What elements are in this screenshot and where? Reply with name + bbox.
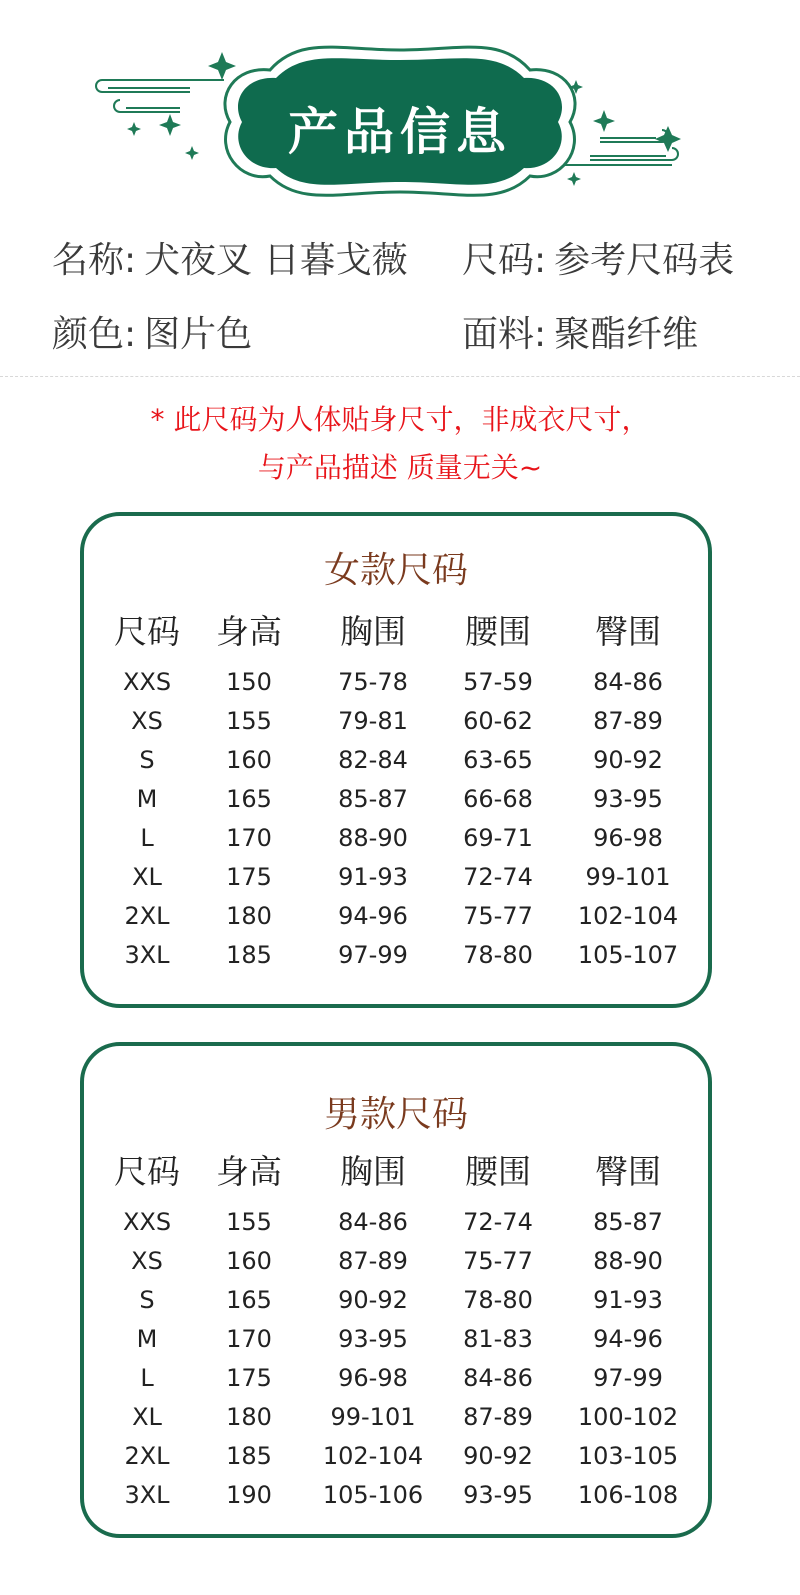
men-cell-hip: 91-93 (593, 1286, 663, 1314)
section-divider (0, 376, 800, 377)
men-cell-hip: 106-108 (577, 1481, 679, 1509)
women-cell-height: 155 (226, 707, 272, 735)
info-name (52, 232, 408, 283)
men-cell-hip: 85-87 (593, 1208, 663, 1236)
men-table-title: 男款尺码 (323, 1094, 468, 1135)
men-cell-height: 180 (226, 1403, 272, 1431)
women-cell-size: S (139, 746, 155, 774)
women-cell-hip: 102-104 (577, 902, 679, 930)
women-header-chest: 胸围 (340, 612, 406, 651)
men-cell-waist: 87-89 (463, 1403, 533, 1431)
men-cell-height: 175 (226, 1364, 272, 1392)
women-cell-waist: 75-77 (463, 902, 533, 930)
women-cell-hip: 96-98 (593, 824, 663, 852)
men-cell-size: XS (131, 1247, 163, 1275)
women-cell-waist: 78-80 (463, 941, 533, 969)
women-cell-chest: 79-81 (338, 707, 408, 735)
men-cell-size: M (136, 1325, 158, 1353)
men-cell-waist: 78-80 (463, 1286, 533, 1314)
women-cell-waist: 60-62 (463, 707, 533, 735)
men-cell-chest: 105-106 (322, 1481, 424, 1509)
women-cell-waist: 66-68 (463, 785, 533, 813)
men-cell-height: 190 (226, 1481, 272, 1509)
men-cell-height: 185 (226, 1442, 272, 1470)
men-cell-hip: 97-99 (593, 1364, 663, 1392)
women-cell-height: 150 (226, 668, 272, 696)
men-cell-size: S (139, 1286, 155, 1314)
men-header-hip: 臀围 (595, 1152, 661, 1191)
women-cell-chest: 91-93 (338, 863, 408, 891)
women-cell-hip: 105-107 (577, 941, 679, 969)
women-cell-size: XL (132, 863, 162, 891)
name-value: 犬夜叉 日暮戈薇 (144, 240, 408, 281)
info-fabric (462, 306, 698, 357)
women-cell-hip: 93-95 (593, 785, 663, 813)
women-cell-height: 175 (226, 863, 272, 891)
men-cell-hip: 100-102 (577, 1403, 679, 1431)
men-cell-chest: 99-101 (330, 1403, 416, 1431)
men-cell-size: XXS (122, 1208, 172, 1236)
women-cell-chest: 85-87 (338, 785, 408, 813)
women-cell-height: 185 (226, 941, 272, 969)
color-value: 图片色 (144, 314, 253, 355)
men-cell-waist: 90-92 (463, 1442, 533, 1470)
men-cell-chest: 93-95 (338, 1325, 408, 1353)
men-cell-waist: 81-83 (463, 1325, 533, 1353)
notice-line-1: * 此尺码为人体贴身尺寸，非成衣尺寸， (150, 403, 650, 436)
men-cell-hip: 94-96 (593, 1325, 663, 1353)
size-label: 尺码: (462, 240, 547, 281)
men-cell-waist: 84-86 (463, 1364, 533, 1392)
men-cell-size: L (140, 1364, 154, 1392)
header-banner (0, 0, 800, 205)
men-cell-chest: 90-92 (338, 1286, 408, 1314)
men-size-table (80, 1042, 712, 1538)
women-cell-size: L (140, 824, 154, 852)
women-header-size: 尺码 (114, 612, 180, 651)
men-cell-size: 3XL (124, 1481, 170, 1509)
women-cell-size: M (136, 785, 158, 813)
women-cell-waist: 69-71 (463, 824, 533, 852)
women-cell-hip: 90-92 (593, 746, 663, 774)
women-cell-chest: 88-90 (338, 824, 408, 852)
women-header-waist: 腰围 (465, 612, 531, 651)
men-cell-height: 160 (226, 1247, 272, 1275)
women-cell-hip: 87-89 (593, 707, 663, 735)
women-cell-size: XXS (122, 668, 172, 696)
women-table-title: 女款尺码 (323, 550, 468, 591)
women-header-height: 身高 (216, 612, 282, 651)
women-cell-size: 2XL (124, 902, 170, 930)
women-cell-chest: 82-84 (338, 746, 408, 774)
men-cell-height: 165 (226, 1286, 272, 1314)
men-cell-chest: 96-98 (338, 1364, 408, 1392)
notice-line-2: 与产品描述 质量无关~ (257, 451, 543, 484)
women-cell-waist: 72-74 (463, 863, 533, 891)
banner-title: 产品信息 (288, 103, 512, 161)
women-cell-size: 3XL (124, 941, 170, 969)
info-size (462, 232, 734, 283)
men-cell-height: 155 (226, 1208, 272, 1236)
women-cell-chest: 75-78 (338, 668, 408, 696)
women-cell-waist: 57-59 (463, 668, 533, 696)
men-cell-chest: 84-86 (338, 1208, 408, 1236)
women-cell-hip: 84-86 (593, 668, 663, 696)
men-cell-hip: 88-90 (593, 1247, 663, 1275)
women-header-hip: 臀围 (595, 612, 661, 651)
men-cell-hip: 103-105 (577, 1442, 679, 1470)
women-cell-waist: 63-65 (463, 746, 533, 774)
women-cell-height: 160 (226, 746, 272, 774)
fabric-value: 聚酯纤维 (554, 314, 699, 355)
men-cell-height: 170 (226, 1325, 272, 1353)
men-cell-chest: 87-89 (338, 1247, 408, 1275)
women-cell-hip: 99-101 (585, 863, 671, 891)
women-cell-chest: 94-96 (338, 902, 408, 930)
men-header-height: 身高 (216, 1152, 282, 1191)
women-cell-size: XS (131, 707, 163, 735)
size-value: 参考尺码表 (554, 240, 735, 281)
men-header-size: 尺码 (114, 1152, 180, 1191)
info-color (52, 306, 252, 357)
women-cell-height: 170 (226, 824, 272, 852)
women-cell-chest: 97-99 (338, 941, 408, 969)
color-label: 颜色: (52, 314, 137, 355)
women-cell-height: 165 (226, 785, 272, 813)
women-size-table (80, 512, 712, 1008)
men-header-waist: 腰围 (465, 1152, 531, 1191)
men-header-chest: 胸围 (340, 1152, 406, 1191)
men-cell-waist: 72-74 (463, 1208, 533, 1236)
men-cell-waist: 75-77 (463, 1247, 533, 1275)
men-cell-size: XL (132, 1403, 162, 1431)
men-cell-waist: 93-95 (463, 1481, 533, 1509)
women-cell-height: 180 (226, 902, 272, 930)
men-cell-chest: 102-104 (322, 1442, 424, 1470)
fabric-label: 面料: (462, 314, 547, 355)
name-label: 名称: (52, 240, 137, 281)
men-cell-size: 2XL (124, 1442, 170, 1470)
